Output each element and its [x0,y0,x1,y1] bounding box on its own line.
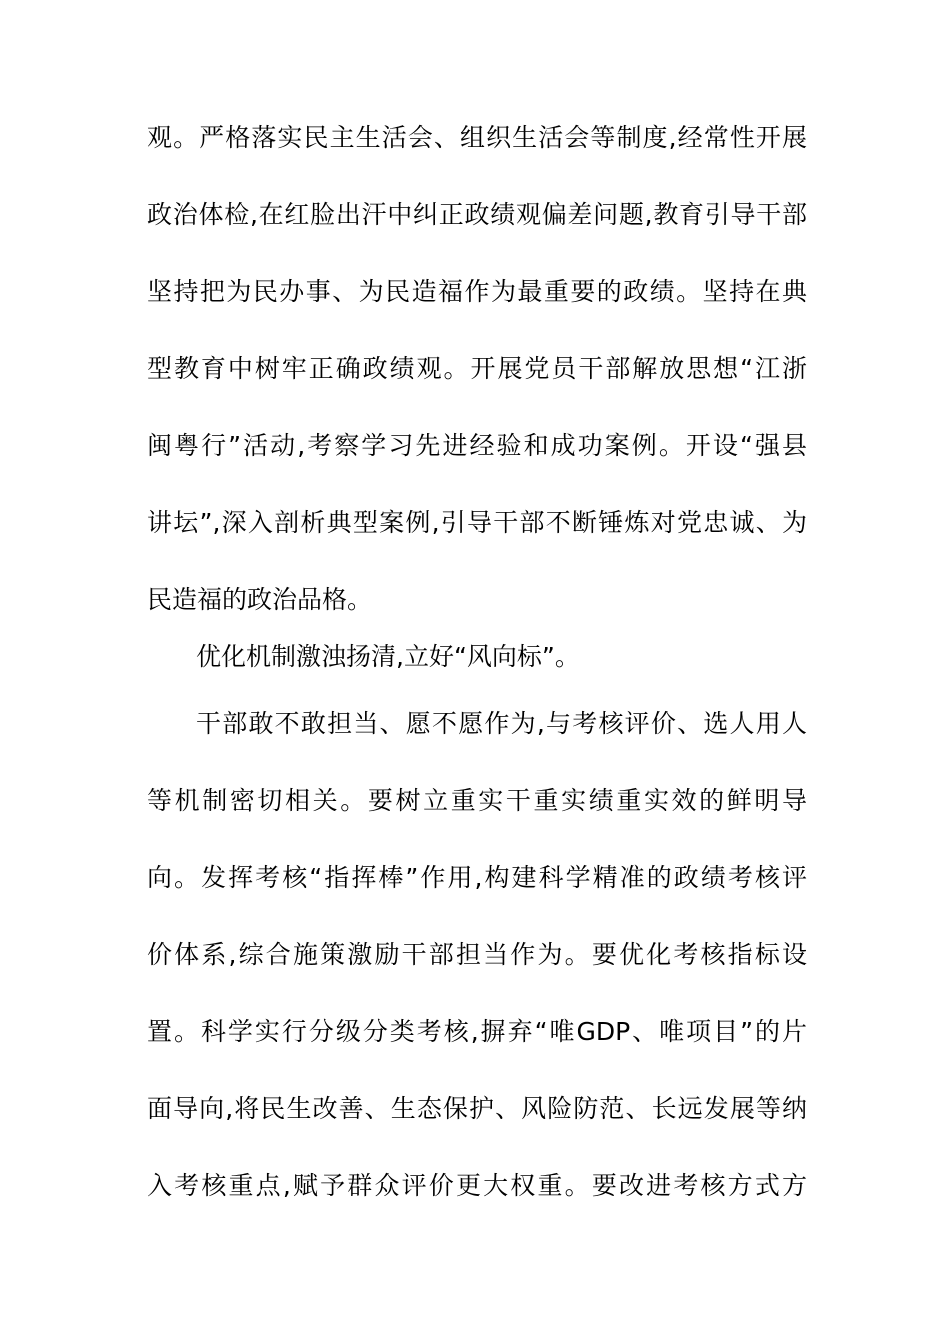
paragraph-line: 民造福的政治品格。 [147,585,373,614]
paragraph-line: 观。严格落实民主生活会、组织生活会等制度,经常性开展 [147,123,807,152]
paragraph-line: 等机制密切相关。要树立重实干重实绩重实效的鲜明导 [147,786,807,815]
paragraph-line: 坚持把为民办事、为民造福作为最重要的政绩。坚持在典 [147,277,807,306]
paragraph-line: 价体系,综合施策激励干部担当作为。要优化考核指标设 [147,940,807,969]
paragraph-line: 向。发挥考核“指挥棒”作用,构建科学精准的政绩考核评 [147,863,807,892]
paragraph-line: 闽粤行”活动,考察学习先进经验和成功案例。开设“强县 [147,431,807,460]
paragraph-line: 面导向,将民生改善、生态保护、风险防范、长远发展等纳 [147,1094,807,1123]
paragraph-line: 置。科学实行分级分类考核,摒弃“唯GDP、唯项目”的片 [147,1017,807,1046]
paragraph-line: 型教育中树牢正确政绩观。开展党员干部解放思想“江浙 [147,354,807,383]
paragraph-line: 干部敢不敢担当、愿不愿作为,与考核评价、选人用人 [196,709,807,738]
paragraph-line: 入考核重点,赋予群众评价更大权重。要改进考核方式方 [147,1171,807,1200]
section-heading: 优化机制激浊扬清,立好“风向标”。 [196,642,580,671]
paragraph-line: 政治体检,在红脸出汗中纠正政绩观偏差问题,教育引导干部 [147,200,807,229]
paragraph-line: 讲坛”,深入剖析典型案例,引导干部不断锤炼对党忠诚、为 [147,508,807,537]
